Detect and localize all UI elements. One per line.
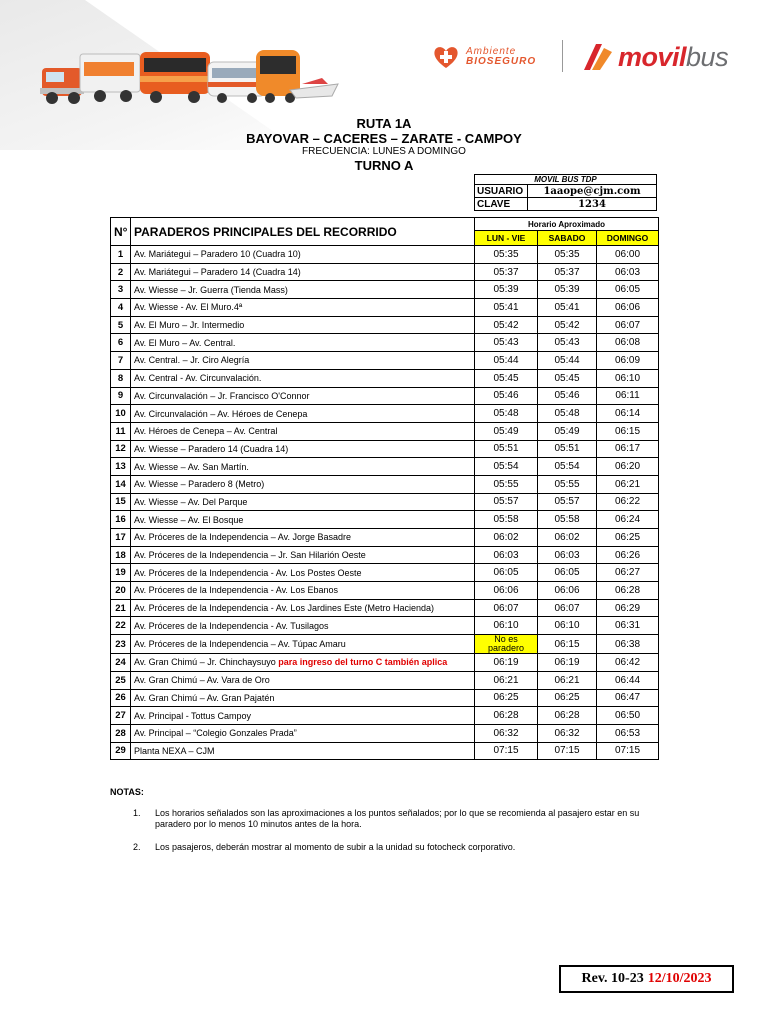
table-row (111, 334, 659, 352)
stop-cell (131, 263, 475, 281)
stop-cell (131, 582, 475, 600)
stop-name: Planta NEXA – CJM (134, 745, 215, 756)
time-saturday: 05:49 (538, 422, 597, 440)
time-saturday: 05:58 (538, 511, 597, 529)
time-weekday: 05:44 (475, 352, 538, 370)
row-number: 5 (111, 316, 131, 334)
stop-cell (131, 334, 475, 352)
ambiente-text: Ambiente (466, 46, 517, 57)
stop-name: Av. Próceres de la Independencia - Av. Tusilagos (134, 620, 329, 631)
time-saturday: 06:21 (538, 671, 597, 689)
stop-name: Av. Wiesse – Av. Del Parque (134, 496, 248, 507)
row-number: 23 (111, 635, 131, 654)
time-saturday: 05:39 (538, 281, 597, 299)
stop-cell (131, 689, 475, 707)
schedule-table (110, 217, 659, 760)
stop-name: Av. Próceres de la Independencia - Av. Los Postes Oeste (134, 567, 362, 578)
column-header-sunday: DOMINGO (597, 231, 659, 246)
column-header-stops: PARADEROS PRINCIPALES DEL RECORRIDO (131, 218, 475, 246)
time-weekday: 05:39 (475, 281, 538, 299)
time-weekday: 05:41 (475, 299, 538, 317)
stop-name: Av. Próceres de la Independencia – Av. Jorge Basadre (134, 532, 351, 543)
time-sunday: 06:44 (597, 671, 659, 689)
stop-cell (131, 405, 475, 423)
user-value: 1aaope@cjm.com (528, 185, 657, 198)
time-weekday: 05:51 (475, 440, 538, 458)
stop-name: Av. Wiesse – Jr. Guerra (Tienda Mass) (134, 284, 288, 295)
table-row (111, 369, 659, 387)
time-saturday: 06:15 (538, 635, 597, 654)
time-sunday: 06:53 (597, 724, 659, 742)
credentials-heading: MOVIL BUS TDP (475, 175, 657, 185)
row-number: 26 (111, 689, 131, 707)
time-weekday: 06:21 (475, 671, 538, 689)
stop-name: Av. Próceres de la Independencia - Av. Los Ebanos (134, 585, 338, 596)
stop-cell (131, 422, 475, 440)
table-row (111, 654, 659, 672)
time-saturday: 06:02 (538, 529, 597, 547)
time-sunday: 06:29 (597, 599, 659, 617)
time-weekday: 05:57 (475, 493, 538, 511)
table-row (111, 316, 659, 334)
time-sunday: 06:05 (597, 281, 659, 299)
table-row (111, 440, 659, 458)
vehicles-illustration (40, 40, 340, 110)
time-weekday: 05:43 (475, 334, 538, 352)
time-saturday: 06:10 (538, 617, 597, 635)
schedule-body (111, 246, 659, 760)
time-weekday: 05:46 (475, 387, 538, 405)
stop-cell (131, 246, 475, 264)
table-row (111, 529, 659, 547)
table-row (111, 635, 659, 654)
row-number: 16 (111, 511, 131, 529)
health-heart-icon (432, 43, 460, 71)
revision-label: Rev. 10-23 (581, 971, 644, 986)
brand-movil: movil (618, 41, 687, 72)
column-header-number: N° (111, 218, 131, 246)
time-weekday: 05:54 (475, 458, 538, 476)
stop-cell (131, 475, 475, 493)
time-saturday: 06:19 (538, 654, 597, 672)
time-weekday: 05:45 (475, 369, 538, 387)
time-sunday: 06:09 (597, 352, 659, 370)
stop-cell (131, 299, 475, 317)
stop-name: Av. Principal - Tottus Campoy (134, 710, 252, 721)
table-row (111, 493, 659, 511)
stop-cell (131, 281, 475, 299)
time-saturday: 05:45 (538, 369, 597, 387)
note-item (133, 808, 663, 830)
time-sunday: 06:06 (597, 299, 659, 317)
stop-note: para ingreso del turno C también aplica (278, 657, 448, 668)
time-saturday: 06:06 (538, 582, 597, 600)
brand-bus: bus (686, 41, 729, 72)
stop-name: Av. Wiesse – Av. San Martín. (134, 461, 249, 472)
time-saturday: 06:07 (538, 599, 597, 617)
row-number: 11 (111, 422, 131, 440)
time-saturday: 05:43 (538, 334, 597, 352)
stop-cell (131, 511, 475, 529)
time-weekday: 06:02 (475, 529, 538, 547)
time-weekday: 05:58 (475, 511, 538, 529)
time-weekday: 05:35 (475, 246, 538, 264)
table-row (111, 458, 659, 476)
table-row (111, 422, 659, 440)
time-weekday: 06:25 (475, 689, 538, 707)
row-number: 7 (111, 352, 131, 370)
table-row (111, 671, 659, 689)
row-number: 2 (111, 263, 131, 281)
bioseguro-text: BIOSEGURO (466, 56, 537, 67)
time-weekday: 06:03 (475, 546, 538, 564)
row-number: 3 (111, 281, 131, 299)
row-number: 22 (111, 617, 131, 635)
stop-name: Av. Wiesse – Paradero 8 (Metro) (134, 479, 265, 490)
stop-cell (131, 617, 475, 635)
time-weekday: 05:48 (475, 405, 538, 423)
stop-cell (131, 316, 475, 334)
row-number: 24 (111, 654, 131, 672)
shift-title: TURNO A (354, 158, 414, 173)
time-weekday: 05:55 (475, 475, 538, 493)
table-row (111, 387, 659, 405)
stop-name: Av. Próceres de la Independencia – Jr. San Hilarión Oeste (134, 550, 366, 561)
row-number: 6 (111, 334, 131, 352)
time-weekday: 06:19 (475, 654, 538, 672)
time-sunday: 06:21 (597, 475, 659, 493)
time-saturday: 06:32 (538, 724, 597, 742)
table-row (111, 405, 659, 423)
time-sunday: 06:26 (597, 546, 659, 564)
stop-name: Av. Wiesse - Av. El Muro.4ª (134, 302, 243, 313)
table-row (111, 281, 659, 299)
movilbus-mark-icon (582, 42, 614, 72)
time-sunday: 06:20 (597, 458, 659, 476)
row-number: 27 (111, 707, 131, 725)
time-sunday: 06:22 (597, 493, 659, 511)
note-text: Los horarios señalados son las aproximaciones a los puntos señalados; por lo que se recomienda al pasajero estar en su paradero por lo menos 10 minutos antes de la hora. (155, 808, 640, 829)
table-row (111, 546, 659, 564)
stop-name: Av. Circunvalación – Jr. Francisco O'Connor (134, 390, 310, 401)
row-number: 21 (111, 599, 131, 617)
row-number: 8 (111, 369, 131, 387)
time-saturday: 05:55 (538, 475, 597, 493)
row-number: 25 (111, 671, 131, 689)
time-sunday: 06:28 (597, 582, 659, 600)
time-sunday: 06:08 (597, 334, 659, 352)
key-value: 1234 (528, 198, 657, 211)
stop-name: Av. Central - Av. Circunvalación. (134, 373, 262, 384)
row-number: 10 (111, 405, 131, 423)
stop-cell (131, 599, 475, 617)
truck-icon (40, 68, 84, 104)
note-number: 1. (133, 808, 141, 818)
table-row (111, 724, 659, 742)
column-header-saturday: SABADO (538, 231, 597, 246)
time-sunday: 06:10 (597, 369, 659, 387)
stop-cell (131, 546, 475, 564)
time-saturday: 05:42 (538, 316, 597, 334)
row-number: 9 (111, 387, 131, 405)
time-sunday: 06:27 (597, 564, 659, 582)
time-saturday: 06:28 (538, 707, 597, 725)
time-weekday: 06:07 (475, 599, 538, 617)
time-sunday: 06:47 (597, 689, 659, 707)
stop-name: Av. Próceres de la Independencia – Av. Túpac Amaru (134, 639, 346, 650)
time-sunday: 06:00 (597, 246, 659, 264)
row-number: 17 (111, 529, 131, 547)
stop-cell (131, 707, 475, 725)
table-row (111, 582, 659, 600)
time-saturday: 05:37 (538, 263, 597, 281)
route-code: RUTA 1A (356, 116, 412, 131)
key-label: CLAVE (475, 198, 528, 211)
table-row (111, 352, 659, 370)
time-saturday: 05:44 (538, 352, 597, 370)
stop-name: Av. Wiesse – Av. El Bosque (134, 514, 244, 525)
row-number: 15 (111, 493, 131, 511)
time-weekday: 06:10 (475, 617, 538, 635)
route-frequency: FRECUENCIA: LUNES A DOMINGO (302, 146, 466, 157)
time-weekday: 05:49 (475, 422, 538, 440)
stop-cell (131, 529, 475, 547)
time-saturday: 06:03 (538, 546, 597, 564)
time-weekday: 06:05 (475, 564, 538, 582)
time-sunday: 07:15 (597, 742, 659, 760)
time-sunday: 06:11 (597, 387, 659, 405)
time-sunday: 06:14 (597, 405, 659, 423)
table-row (111, 263, 659, 281)
trailer-icon (80, 54, 140, 102)
time-sunday: 06:07 (597, 316, 659, 334)
row-number: 18 (111, 546, 131, 564)
time-sunday: 06:50 (597, 707, 659, 725)
document-titles (0, 116, 768, 173)
stop-cell (131, 458, 475, 476)
table-row (111, 246, 659, 264)
stop-cell (131, 440, 475, 458)
time-saturday: 05:46 (538, 387, 597, 405)
table-row (111, 599, 659, 617)
stop-name: Av. Próceres de la Independencia - Av. Los Jardines Este (Metro Hacienda) (134, 603, 434, 614)
table-row (111, 689, 659, 707)
time-weekday: 06:32 (475, 724, 538, 742)
table-row (111, 742, 659, 760)
time-sunday: 06:17 (597, 440, 659, 458)
time-sunday: 06:42 (597, 654, 659, 672)
stop-cell (131, 369, 475, 387)
table-row (111, 564, 659, 582)
ambiente-bioseguro-logo (432, 42, 536, 72)
time-weekday: No es paradero (475, 635, 538, 654)
stop-name: Av. Mariátegui – Paradero 14 (Cuadra 14) (134, 267, 301, 278)
stop-name: Av. Circunvalación – Av. Héroes de Cenepa (134, 408, 308, 419)
row-number: 20 (111, 582, 131, 600)
time-saturday: 05:48 (538, 405, 597, 423)
stop-name: Av. El Muro – Jr. Intermedio (134, 320, 245, 331)
time-weekday: 05:42 (475, 316, 538, 334)
row-number: 29 (111, 742, 131, 760)
logo-divider (562, 40, 563, 72)
time-sunday: 06:38 (597, 635, 659, 654)
note-item (133, 842, 663, 853)
row-number: 4 (111, 299, 131, 317)
table-row (111, 617, 659, 635)
note-text: Los pasajeros, deberán mostrar al momento de subir a la unidad su fotocheck corporativo. (155, 842, 516, 852)
row-number: 1 (111, 246, 131, 264)
stop-name: Av. Wiesse – Paradero 14 (Cuadra 14) (134, 443, 289, 454)
time-sunday: 06:31 (597, 617, 659, 635)
table-row (111, 475, 659, 493)
user-label: USUARIO (475, 185, 528, 198)
stop-name: Av. Mariátegui – Paradero 10 (Cuadra 10) (134, 249, 301, 260)
column-header-weekday: LUN - VIE (475, 231, 538, 246)
stop-name: Av. Héroes de Cenepa – Av. Central (134, 426, 278, 437)
column-header-horario: Horario Aproximado (475, 218, 659, 231)
note-number: 2. (133, 842, 141, 852)
table-row (111, 299, 659, 317)
row-number: 13 (111, 458, 131, 476)
revision-date: 12/10/2023 (647, 971, 712, 986)
time-saturday: 05:57 (538, 493, 597, 511)
time-weekday: 06:28 (475, 707, 538, 725)
notes-title: NOTAS: (110, 787, 144, 797)
time-saturday: 05:35 (538, 246, 597, 264)
time-saturday: 06:25 (538, 689, 597, 707)
time-saturday: 05:41 (538, 299, 597, 317)
stop-name: Av. Principal – “Colegio Gonzales Prada” (134, 728, 297, 739)
stop-cell (131, 654, 475, 672)
movilbus-logo (582, 40, 728, 74)
time-saturday: 07:15 (538, 742, 597, 760)
stop-name: Av. Central. – Jr. Ciro Alegría (134, 355, 250, 366)
stop-name: Av. Gran Chimú – Av. Vara de Oro (134, 675, 270, 686)
stop-name: Av. El Muro – Av. Central. (134, 337, 236, 348)
stop-cell (131, 635, 475, 654)
time-weekday: 05:37 (475, 263, 538, 281)
time-saturday: 06:05 (538, 564, 597, 582)
stop-cell (131, 671, 475, 689)
table-row (111, 707, 659, 725)
bus-icon (140, 52, 210, 103)
row-number: 12 (111, 440, 131, 458)
time-sunday: 06:24 (597, 511, 659, 529)
stop-name: Av. Gran Chimú – Jr. Chinchaysuyo (134, 657, 276, 668)
row-number: 14 (111, 475, 131, 493)
stop-name: Av. Gran Chimú – Av. Gran Pajatén (134, 692, 275, 703)
route-name: BAYOVAR – CACERES – ZARATE - CAMPOY (246, 131, 522, 146)
stop-cell (131, 493, 475, 511)
time-sunday: 06:25 (597, 529, 659, 547)
row-number: 28 (111, 724, 131, 742)
row-number: 19 (111, 564, 131, 582)
stop-cell (131, 724, 475, 742)
time-sunday: 06:15 (597, 422, 659, 440)
time-sunday: 06:03 (597, 263, 659, 281)
stop-cell (131, 387, 475, 405)
time-weekday: 07:15 (475, 742, 538, 760)
stop-cell (131, 352, 475, 370)
time-saturday: 05:54 (538, 458, 597, 476)
revision-box (559, 965, 734, 993)
credentials-table (474, 174, 657, 211)
stop-cell (131, 742, 475, 760)
stop-cell (131, 564, 475, 582)
time-weekday: 06:06 (475, 582, 538, 600)
time-saturday: 05:51 (538, 440, 597, 458)
table-row (111, 511, 659, 529)
